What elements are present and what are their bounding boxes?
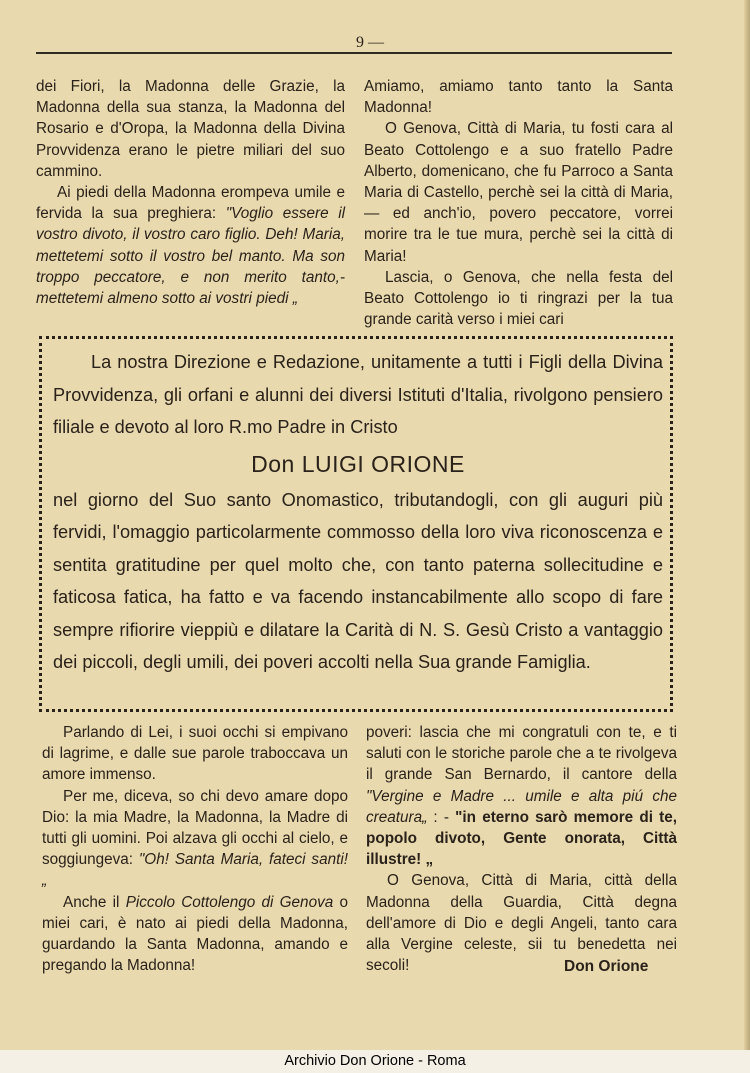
column-bottom-right (366, 722, 677, 976)
page-number: 9 — (356, 34, 384, 51)
paragraph (366, 722, 677, 870)
header-rule (36, 52, 672, 54)
paragraph: Amiamo, amiamo tanto tanto la Santa Madonna! (364, 78, 673, 117)
paragraph-text: o miei cari, è nato ai piedi della Madonna, guardando la Santa Madonna, amando e pregando la Madonna! (42, 893, 348, 975)
paragraph (42, 786, 348, 892)
archive-footer: Archivio Don Orione - Roma (0, 1050, 750, 1073)
column-top-right (364, 76, 673, 330)
quote-italic: "Vergine e Madre ... umile e alta piú che creatura„ (366, 787, 677, 826)
quote-italic: "Oh! Santa Maria, fateci santi! „ (42, 851, 348, 890)
paragraph: Parlando di Lei, i suoi occhi si empivano di lagrime, e dalle sue parole traboccava un amore immenso. (42, 724, 348, 784)
notice-text (53, 346, 663, 679)
column-top-left (36, 76, 345, 309)
paragraph (36, 182, 345, 309)
paragraph-text: : - (427, 808, 456, 826)
title-italic: Piccolo Cottolengo di Genova (125, 893, 334, 911)
column-bottom-left (42, 722, 348, 976)
paragraph-text: poveri: lascia che mi congratuli con te, e ti saluti con le storiche parole che a te rivolgeva il grande San Bernardo, il cantore della (366, 724, 677, 784)
notice-intro: La nostra Direzione e Redazione, unitamente a tutti i Figli della Divina Provvidenza, gli orfani e alunni dei diversi Istituti d'Italia, rivolgono pensiero filiale e devoto al loro R.mo Padre in Cristo (53, 352, 663, 437)
signature: Don Orione (564, 958, 649, 975)
notice-body: nel giorno del Suo santo Onomastico, tributandogli, con gli auguri più fervidi, l'omaggio particolarmente commosso della loro viva riconoscenza e sentita gratitudine per quel molto che, con tanto paterna sollecitudine e faticosa fatica, ha fatto e va facendo instancabilmente allo scopo di fare sempre rifiorire vieppiù e dilatare la Carità di N. S. Gesù Cristo a vantaggio dei piccoli, degli umili, dei poveri accolti nella Sua grande Famiglia. (53, 489, 663, 672)
paragraph: dei Fiori, la Madonna delle Grazie, la Madonna della sua stanza, la Madonna del Rosario e d'Oropa, la Madonna della Divina Provvidenza erano le pietre miliari del suo cammino. (36, 78, 345, 180)
quote-italic: "Voglio essere il vostro divoto, il vostro caro figlio. Deh! Maria, mettetemi sotto il vostro bel manto. Ma son troppo peccatore, e non merito tanto,- mettetemi almeno sotto ai vostri piedi „ (36, 205, 345, 308)
notice-name: Don LUIGI ORIONE (251, 450, 465, 477)
page-edge (744, 0, 750, 1050)
paragraph: O Genova, Città di Maria, città della Madonna della Guardia, Città degna dell'amore di Dio e degli Angeli, tanto cara alla Vergine celeste, sii tu benedetta nei secoli! (366, 872, 677, 975)
paragraph-text: Anche il (63, 893, 126, 911)
paragraph-text: Ai piedi della Madonna erompeva umile e fervida la sua preghiera: (36, 184, 345, 223)
paragraph: Lascia, o Genova, che nella festa del Beato Cottolengo io ti ringrazi per la tua grande carità verso i miei cari (364, 268, 673, 329)
quote-bold: "in eterno sarò memore di te, popolo divoto, Gente onorata, Città illustre! „ (366, 808, 677, 869)
paragraph (42, 892, 348, 977)
paragraph: O Genova, Città di Maria, tu fosti cara al Beato Cottolengo e a suo fratello Padre Alberto, domenicano, che fu Parroco a Santa Maria di Castello, perchè sei la città di Maria, — ed anch'io, povero peccatore, vorrei morire tra le tue mura, perchè sei la città di Maria! (364, 120, 673, 265)
paragraph-text: Per me, diceva, so chi devo amare dopo Dio: la mia Madre, la Madonna, la Madre di tutti gli uomini. Poi alzava gli occhi al cielo, e soggiungeva: (42, 787, 348, 869)
